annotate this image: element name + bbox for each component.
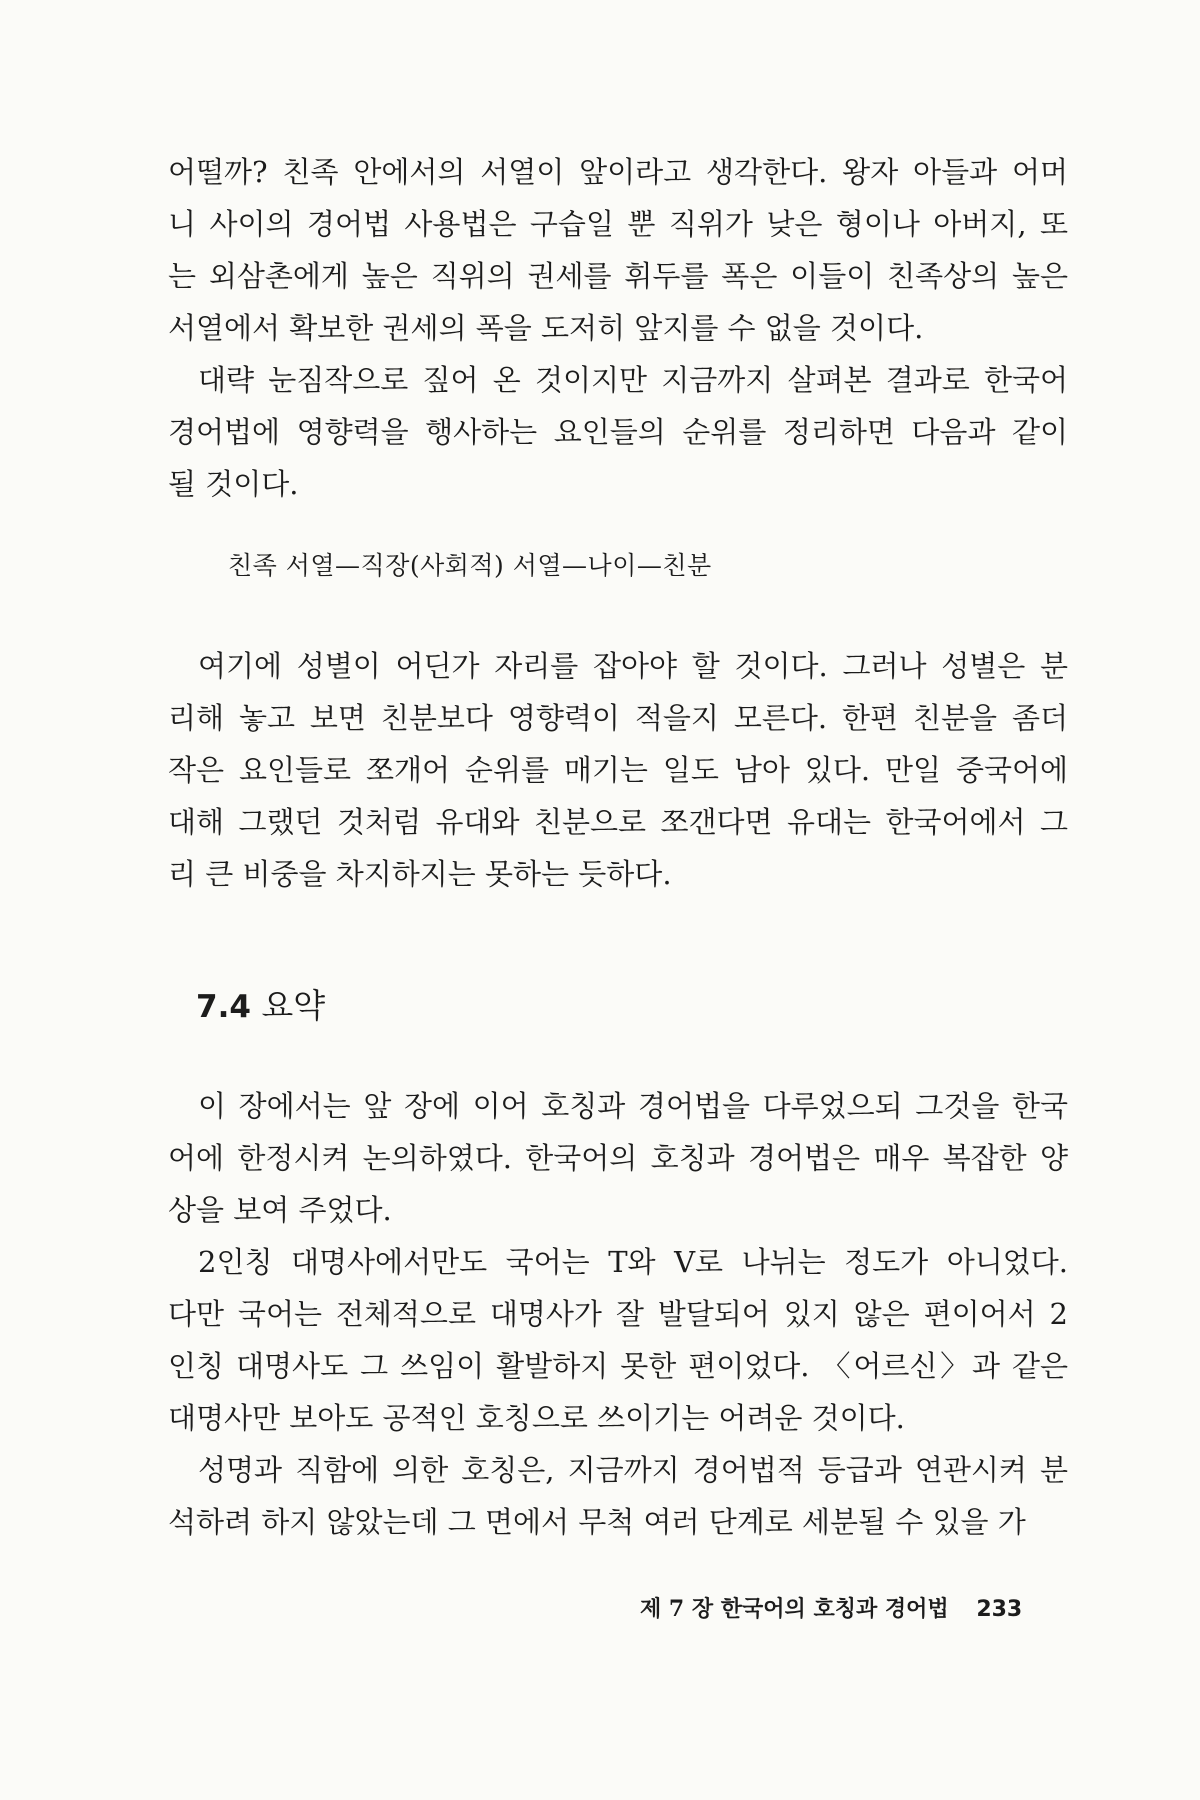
text-line: 어에 한정시켜 논의하였다. 한국어의 호칭과 경어법은 매우 복잡한 양 [168, 1141, 1068, 1175]
text-line: 니 사이의 경어법 사용법은 구습일 뿐 직위가 낮은 형이나 아버지, 또 [168, 207, 1068, 241]
text-line: 어떨까? 친족 안에서의 서열이 앞이라고 생각한다. 왕자 아들과 어머 [168, 155, 1068, 189]
text-line: 리 큰 비중을 차지하지는 못하는 듯하다. [168, 857, 672, 891]
text-line: 상을 보여 주었다. [168, 1193, 392, 1227]
paragraph [168, 1444, 1068, 1548]
paragraph [168, 146, 1068, 354]
text-line: 서열에서 확보한 권세의 폭을 도저히 앞지를 수 없을 것이다. [168, 311, 924, 345]
page-number: 233 [976, 1597, 1023, 1622]
text-line: 성명과 직함에 의한 호칭은, 지금까지 경어법적 등급과 연관시켜 분 [198, 1453, 1068, 1487]
section-heading [196, 982, 325, 1031]
chapter-title: 제 7 장 한국어의 호칭과 경어법 [640, 1596, 949, 1622]
text-line: 리해 놓고 보면 친분보다 영향력이 적을지 모른다. 한편 친분을 좀더 [168, 701, 1068, 735]
text-line: 대략 눈짐작으로 짚어 온 것이지만 지금까지 살펴본 결과로 한국어 [198, 363, 1068, 397]
text-line: 인칭 대명사도 그 쓰임이 활발하지 못한 편이었다. 〈어르신〉과 같은 [168, 1349, 1068, 1383]
text-line: 2인칭 대명사에서만도 국어는 T와 V로 나뉘는 정도가 아니었다. [198, 1245, 1068, 1279]
body-text-top [168, 146, 1068, 510]
body-text-middle [168, 640, 1068, 900]
section-number: 7.4 [196, 989, 251, 1025]
paragraph [168, 354, 1068, 510]
text-line: 될 것이다. [168, 467, 299, 501]
paragraph [168, 640, 1068, 900]
text-line: 여기에 성별이 어딘가 자리를 잡아야 할 것이다. 그러나 성별은 분 [198, 649, 1068, 683]
running-footer [640, 1594, 1022, 1625]
text-line: 작은 요인들로 쪼개어 순위를 매기는 일도 남아 있다. 만일 중국어에 [168, 753, 1068, 787]
section-title: 요약 [261, 986, 326, 1025]
text-line: 다만 국어는 전체적으로 대명사가 잘 발달되어 있지 않은 편이어서 2 [168, 1297, 1068, 1331]
body-text-bottom [168, 1080, 1068, 1548]
paragraph [168, 1236, 1068, 1444]
text-line: 는 외삼촌에게 높은 직위의 권세를 휘두를 폭은 이들이 친족상의 높은 [168, 259, 1068, 293]
ranking-formula: 친족 서열—직장(사회적) 서열—나이—친분 [228, 551, 712, 580]
paragraph [168, 1080, 1068, 1236]
text-line: 대명사만 보아도 공적인 호칭으로 쓰이기는 어려운 것이다. [168, 1401, 905, 1435]
text-line: 석하려 하지 않았는데 그 면에서 무척 여러 단계로 세분될 수 있을 가 [168, 1505, 1026, 1539]
text-line: 대해 그랬던 것처럼 유대와 친분으로 쪼갠다면 유대는 한국어에서 그 [168, 805, 1068, 839]
text-line: 경어법에 영향력을 행사하는 요인들의 순위를 정리하면 다음과 같이 [168, 415, 1068, 449]
text-line: 이 장에서는 앞 장에 이어 호칭과 경어법을 다루었으되 그것을 한국 [198, 1089, 1068, 1123]
